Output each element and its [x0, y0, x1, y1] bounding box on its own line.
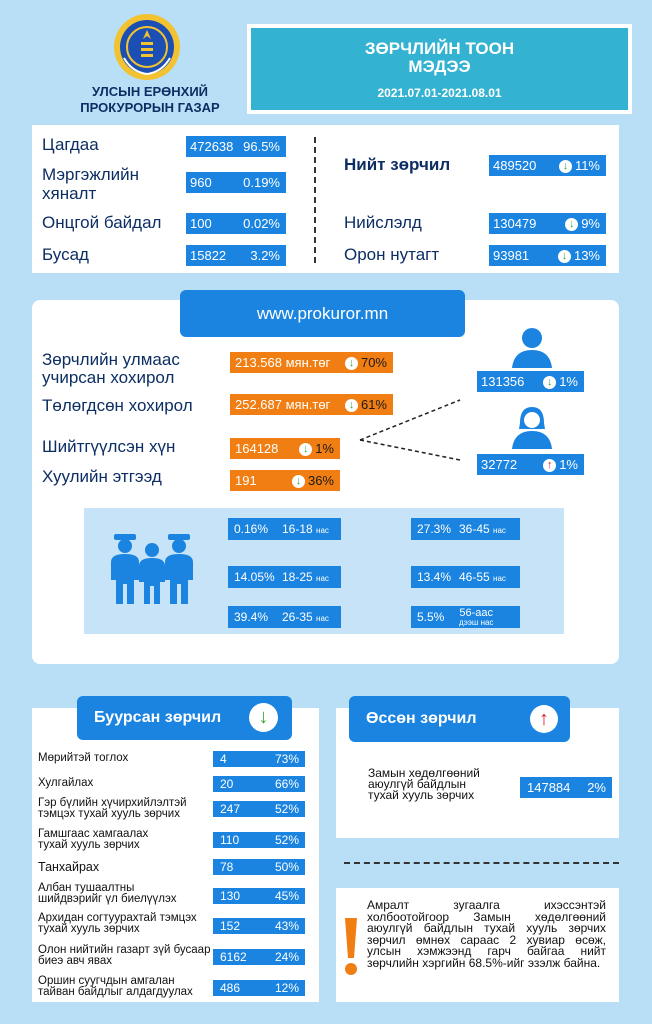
down-arrow-icon: ↓: [292, 475, 305, 488]
down-arrow-icon: ↓: [299, 443, 312, 456]
decreased-label-3: Гамшгаас хамгаалах тухай хууль зөрчих: [38, 828, 149, 851]
up-arrow-icon: ↑: [543, 459, 556, 472]
down-arrow-icon: ↓: [345, 399, 358, 412]
down-arrow-icon: ↓: [345, 357, 358, 370]
header-title-line2: МЭДЭЭ: [408, 57, 471, 76]
decreased-label-6: Архидан согтуурахтай тэмцэх тухай хууль зөрчих: [38, 912, 197, 935]
age-group-18-25: 14.05% 18-25 нас: [228, 566, 341, 588]
down-arrow-icon: ↓: [249, 703, 278, 732]
decreased-value-0: 4 73%: [213, 751, 305, 767]
punished-person-value: 164128 ↓ 1%: [230, 438, 340, 459]
section-divider: [344, 862, 619, 864]
decreased-value-3: 110 52%: [213, 832, 305, 848]
source-label-other: Бусад: [42, 245, 89, 264]
source-label-police: Цагдаа: [42, 135, 99, 154]
total-label: Нийт зөрчил: [344, 155, 451, 174]
sources-panel: [32, 125, 619, 273]
website-link[interactable]: www.prokuror.mn: [180, 290, 465, 337]
down-arrow-icon: ↓: [543, 376, 556, 389]
decreased-label-5: Албан тушаалтны шийдвэрийг үл биелүүлэх: [38, 882, 177, 905]
age-group-16-18: 0.16% 16-18 нас: [228, 518, 341, 540]
decreased-value-1: 20 66%: [213, 776, 305, 792]
note-text: Амралт зугаалга ихэссэнтэй холбоотойгоор Замын хөдөлгөөний аюулгүй байдлын тухай хууль зөрчих зөрчил өмнөх сараас 2 хувиар өсөж, улсын хэмжээнд гарч байгаа нийт зөрчлийн хэргийн 68.5%-ийг эзэлж байна.: [367, 898, 606, 970]
decreased-label-8: Оршин суугчдын амгалан тайван байдлыг алдагдуулах: [38, 975, 193, 998]
decreased-label-0: Мөрийтэй тоглох: [38, 752, 129, 764]
org-name-line1: УЛСЫН ЕРӨНХИЙ: [91, 84, 209, 99]
column-divider: [314, 137, 316, 263]
police-escort-icon: [106, 532, 198, 606]
source-value-emergency: 100 0.02%: [186, 213, 286, 234]
org-name-line2: ПРОКУРОРЫН ГАЗАР: [80, 100, 220, 115]
male-value: 131356 ↓ 1%: [477, 371, 584, 392]
rural-label: Орон нутагт: [344, 245, 440, 264]
source-label-inspection: Мэргэжлийн хяналт: [42, 165, 140, 203]
down-arrow-icon: ↓: [565, 218, 578, 231]
capital-value: 130479 ↓ 9%: [489, 213, 606, 234]
decreased-label-7: Олон нийтийн газарт зүй бусаар биеэ авч явах: [38, 944, 211, 967]
gender-connector-lines: [355, 395, 465, 465]
source-value-inspection: 960 0.19%: [186, 172, 286, 193]
exclamation-icon: [341, 916, 361, 976]
logo-emblem-icon: [112, 12, 182, 82]
decreased-value-7: 6162 24%: [213, 949, 305, 965]
legal-entity-value: 191 ↓ 36%: [230, 470, 340, 491]
source-value-police: 472638 96.5%: [186, 136, 286, 157]
decreased-value-2: 247 52%: [213, 801, 305, 817]
down-arrow-icon: ↓: [559, 160, 572, 173]
age-group-36-45: 27.3% 36-45 нас: [411, 518, 520, 540]
header-box: [247, 24, 632, 114]
org-name: [70, 84, 230, 116]
header-title-line1: ЗӨРЧЛИЙН ТООН: [364, 39, 515, 58]
decreased-value-8: 486 12%: [213, 980, 305, 996]
female-person-icon: [510, 405, 554, 449]
age-group-56-plus: 5.5% 56-аас дээш нас: [411, 606, 520, 628]
rural-value: 93981 ↓ 13%: [489, 245, 606, 266]
legal-entity-label: Хуулийн этгээд: [42, 467, 162, 486]
total-value: 489520 ↓ 11%: [489, 155, 606, 176]
female-value: 32772 ↑ 1%: [477, 454, 584, 475]
up-arrow-icon: ↑: [530, 705, 558, 733]
increased-value-0: 147884 2%: [520, 777, 612, 798]
punished-person-label: Шийтгүүлсэн хүн: [42, 437, 176, 456]
decreased-title: Буурсан зөрчил ↓: [77, 696, 292, 740]
source-value-other: 15822 3.2%: [186, 245, 286, 266]
damage-label-caused: Зөрчлийн улмаас учирсан хохирол: [42, 350, 180, 387]
increased-title: Өссөн зөрчил ↑: [349, 696, 570, 742]
decreased-label-4: Танхайрах: [38, 860, 100, 874]
damage-label-paid: Төлөгдсөн хохирол: [42, 396, 193, 415]
decreased-label-1: Хулгайлах: [38, 777, 94, 789]
male-person-icon: [510, 326, 554, 368]
damage-value-paid: 252.687 мян.төг ↓ 61%: [230, 394, 393, 415]
age-group-46-55: 13.4% 46-55 нас: [411, 566, 520, 588]
decreased-value-4: 78 50%: [213, 859, 305, 875]
capital-label: Нийслэлд: [344, 213, 422, 232]
damage-value-caused: 213.568 мян.төг ↓ 70%: [230, 352, 393, 373]
decreased-value-5: 130 45%: [213, 888, 305, 904]
age-group-26-35: 39.4% 26-35 нас: [228, 606, 341, 628]
header-title-box: [251, 28, 628, 110]
increased-label-0: Замын хөдөлгөөний аюулгүй байдлын тухай хууль зөрчих: [368, 766, 480, 802]
down-arrow-icon: ↓: [558, 250, 571, 263]
header-period: 2021.07.01-2021.08.01: [377, 86, 502, 100]
decreased-label-2: Гэр бүлийн хүчирхийлэлтэй тэмцэх тухай хууль зөрчих: [38, 797, 187, 820]
source-label-emergency: Онцгой байдал: [42, 213, 162, 232]
decreased-value-6: 152 43%: [213, 918, 305, 934]
